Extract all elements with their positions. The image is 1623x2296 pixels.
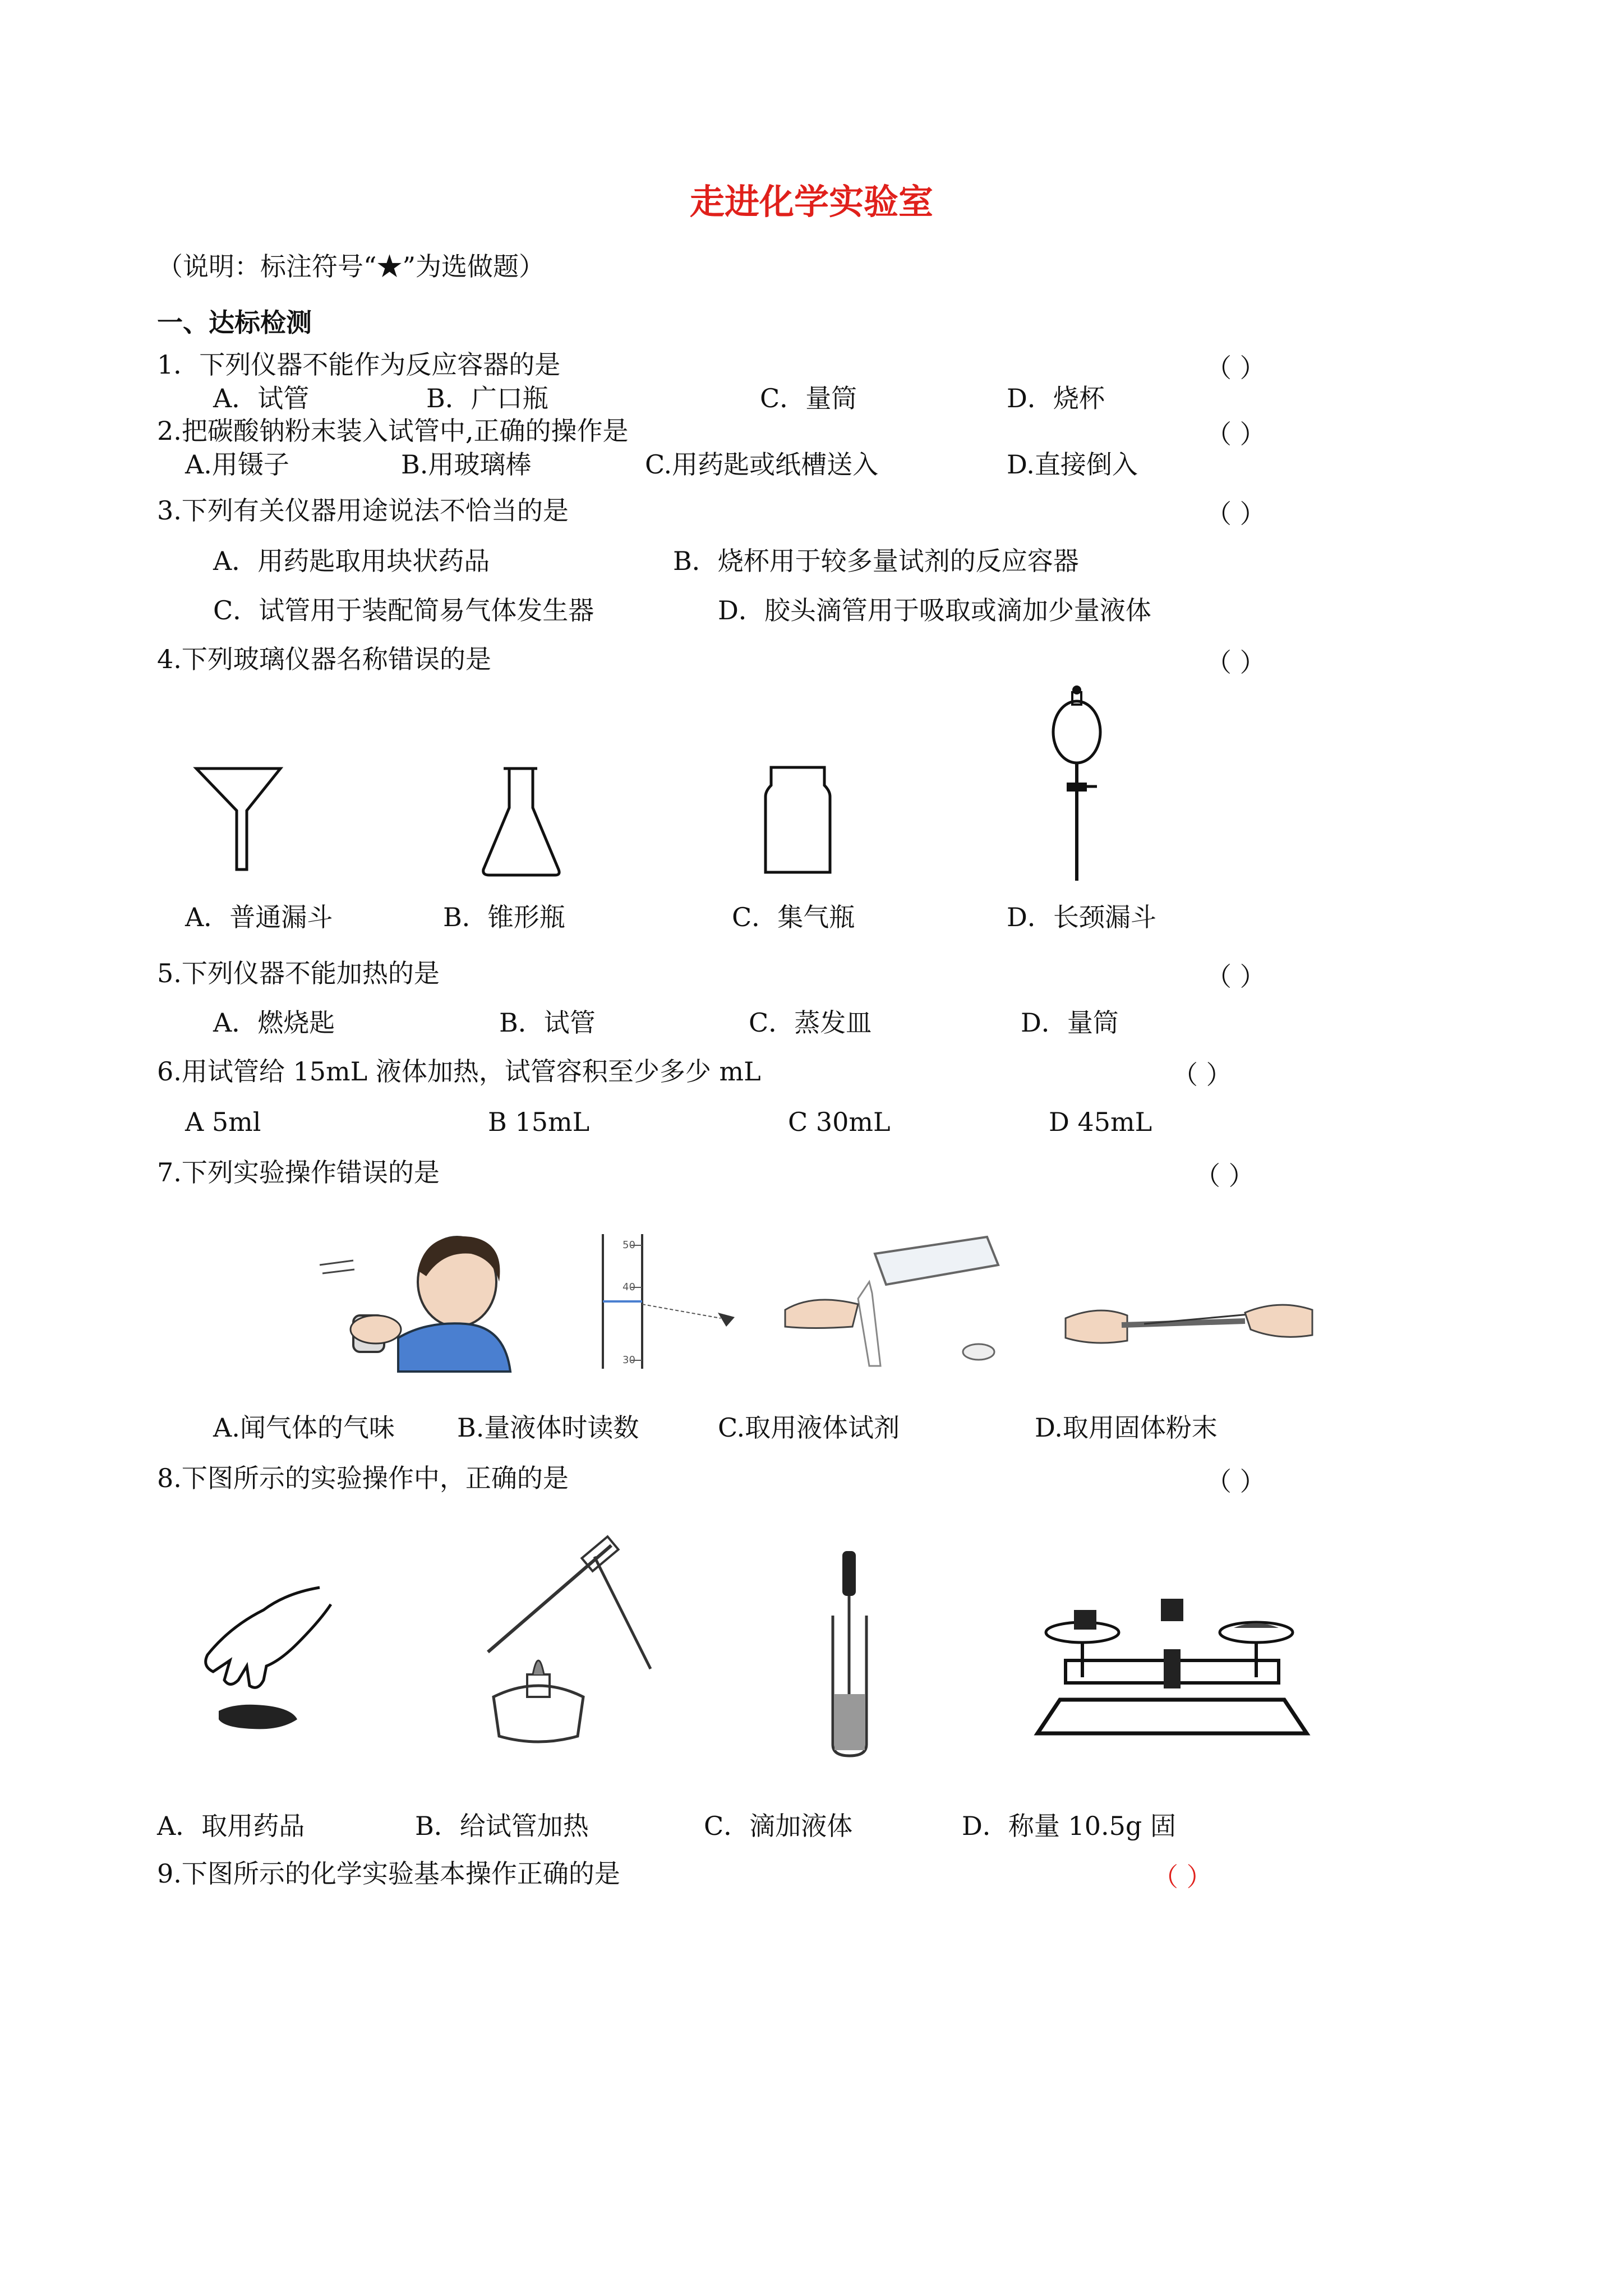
answer-blank-1[interactable]: （ ）: [1206, 353, 1266, 383]
answer-blank-3[interactable]: （ ）: [1206, 499, 1266, 529]
funnel-figure: [191, 757, 292, 881]
answer-blank-5[interactable]: （ ）: [1206, 961, 1266, 992]
q7-option-d: D.取用固体粉末: [1035, 1412, 1218, 1443]
measuring-cylinder-figure: [592, 1234, 749, 1369]
section-heading: 一、达标检测: [157, 307, 312, 338]
q6-option-a: A 5ml: [185, 1107, 261, 1137]
answer-blank-2[interactable]: （ ）: [1206, 419, 1266, 449]
question-5-stem: 5.下列仪器不能加热的是: [157, 958, 440, 988]
q3-option-b: B．烧杯用于较多量试剂的反应容器: [673, 546, 1079, 576]
instruction-note: （说明：标注符号“★”为选做题）: [157, 251, 545, 282]
q7-option-c: C.取用液体试剂: [718, 1412, 900, 1443]
q6-option-b: B 15mL: [488, 1107, 590, 1137]
answer-blank-8[interactable]: （ ）: [1206, 1466, 1266, 1497]
q8-option-a: A．取用药品: [157, 1811, 305, 1841]
question-9-stem: 9.下图所示的化学实验基本操作正确的是: [157, 1858, 620, 1889]
conical-flask-figure: [477, 763, 572, 881]
smelling-gas-figure: [314, 1231, 516, 1377]
q6-option-c: C 30mL: [788, 1107, 891, 1137]
q5-option-d: D．量筒: [1021, 1007, 1119, 1038]
q8-option-b: B．给试管加热: [415, 1811, 589, 1841]
page-title: 走进化学实验室: [689, 181, 933, 222]
q2-option-d: D.直接倒入: [1007, 449, 1138, 480]
q7-option-b: B.量液体时读数: [457, 1412, 639, 1443]
q3-option-c: C．试管用于装配简易气体发生器: [213, 595, 594, 625]
q1-option-b: B．广口瓶: [426, 383, 548, 413]
question-7-stem: 7.下列实验操作错误的是: [157, 1157, 440, 1188]
q2-option-c: C.用药匙或纸槽送入: [645, 449, 879, 480]
dropper-figure: [824, 1548, 875, 1761]
q5-option-a: A．燃烧匙: [213, 1007, 335, 1038]
q2-option-a: A.用镊子: [185, 449, 289, 480]
q4-option-b: B．锥形瓶: [443, 902, 565, 932]
gas-jar-figure: [760, 763, 838, 881]
q8-option-c: C．滴加液体: [704, 1811, 853, 1841]
q7-option-a: A.闻气体的气味: [213, 1412, 395, 1443]
q3-option-a: A．用药匙取用块状药品: [213, 546, 490, 576]
heating-test-tube-figure: [471, 1534, 662, 1747]
question-1-stem: 1．下列仪器不能作为反应容器的是: [157, 349, 561, 380]
answer-blank-7[interactable]: （ ）: [1195, 1161, 1255, 1191]
q5-option-b: B．试管: [499, 1007, 596, 1038]
q5-option-c: C．蒸发皿: [749, 1007, 872, 1038]
q8-option-d: D．称量 10.5g 固: [962, 1811, 1176, 1841]
answer-blank-4[interactable]: （ ）: [1206, 647, 1266, 678]
question-3-stem: 3.下列有关仪器用途说法不恰当的是: [157, 495, 569, 526]
answer-blank-9[interactable]: （ ）: [1152, 1862, 1212, 1892]
q1-option-a: A．试管: [213, 383, 310, 413]
q4-option-a: A．普通漏斗: [185, 902, 333, 932]
q1-option-c: C．量筒: [760, 383, 857, 413]
q4-option-d: D．长颈漏斗: [1007, 902, 1156, 932]
cylinder-tick-50: 50: [623, 1239, 635, 1251]
question-8-stem: 8.下图所示的实验操作中，正确的是: [157, 1463, 569, 1493]
hand-taking-reagent-figure: [196, 1582, 336, 1745]
balance-figure: [1032, 1588, 1312, 1739]
cylinder-tick-40: 40: [623, 1281, 635, 1293]
q6-option-d: D 45mL: [1049, 1107, 1152, 1137]
q4-option-c: C．集气瓶: [732, 902, 855, 932]
q3-option-d: D．胶头滴管用于吸取或滴加少量液体: [718, 595, 1151, 625]
answer-blank-6[interactable]: （ ）: [1172, 1060, 1232, 1090]
question-4-stem: 4.下列玻璃仪器名称错误的是: [157, 644, 491, 674]
q2-option-b: B.用玻璃棒: [401, 449, 532, 480]
question-6-stem: 6.用试管给 15mL 液体加热，试管容积至少多少 mL: [157, 1056, 761, 1087]
pouring-liquid-figure: [774, 1231, 1009, 1377]
powder-test-tube-figure: [1066, 1290, 1312, 1363]
question-2-stem: 2.把碳酸钠粉末装入试管中,正确的操作是: [157, 416, 629, 446]
q1-option-d: D．烧杯: [1007, 383, 1105, 413]
cylinder-tick-30: 30: [623, 1354, 635, 1366]
separatory-funnel-figure: [1043, 684, 1110, 886]
